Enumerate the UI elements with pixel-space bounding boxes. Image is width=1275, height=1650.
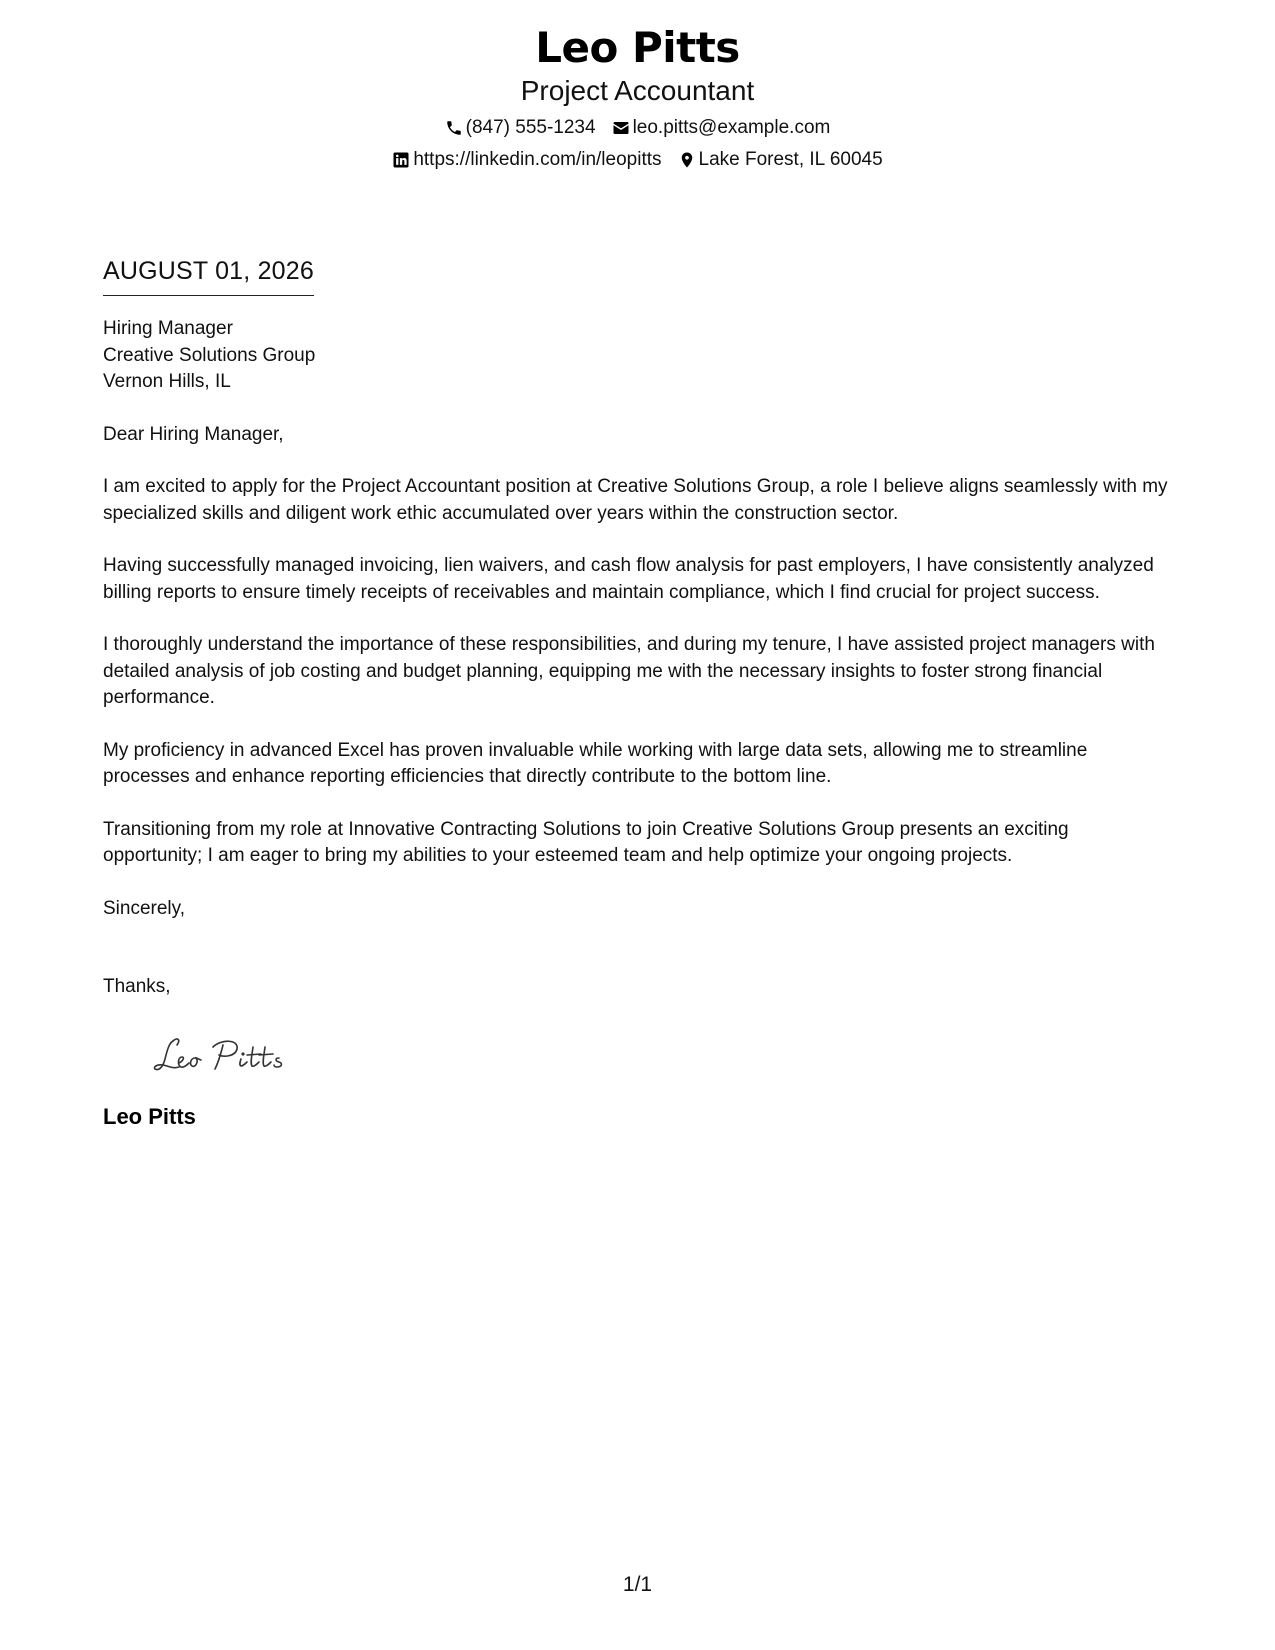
- letter-body: [103, 256, 1173, 1131]
- body-paragraph: I am excited to apply for the Project Accountant position at Creative Solutions Group, a role I believe aligns seamlessly with my specialized skills and diligent work ethic accumulated over years within the construction sector.: [103, 476, 1168, 524]
- signer-name: Leo Pitts: [103, 1103, 196, 1129]
- recipient-line: Hiring Manager: [103, 318, 233, 339]
- recipient-line: Creative Solutions Group: [103, 344, 316, 366]
- email-text: leo.pitts@example.com: [632, 117, 831, 138]
- thanks: Thanks,: [103, 976, 171, 997]
- body-paragraph: I thoroughly understand the importance of these responsibilities, and during my tenure, I have assisted project managers with detailed analysis of job costing and budget planning, equipping me with the necessary insights to foster strong financial performance.: [103, 634, 1155, 708]
- recipient-block: [103, 316, 1173, 396]
- phone-icon: [445, 119, 463, 137]
- contact-row-secondary: [0, 148, 1275, 172]
- location-text: Lake Forest, IL 60045: [698, 149, 883, 170]
- job-title: Project Accountant: [520, 75, 755, 106]
- map-pin-icon: [678, 151, 696, 169]
- closing: Sincerely,: [103, 897, 186, 919]
- location-contact: [678, 148, 883, 172]
- body-paragraph: Transitioning from my role at Innovative Contracting Solutions to join Creative Solutions Group presents an exciting opportunity; I am eager to bring my abilities to your esteemed team and help optimize your ongoing projects.: [103, 818, 1069, 866]
- phone-text: (847) 555-1234: [465, 117, 596, 138]
- letter-date: AUGUST 01, 2026: [103, 256, 314, 296]
- email-contact[interactable]: [612, 116, 831, 140]
- salutation: Dear Hiring Manager,: [103, 423, 284, 445]
- linkedin-text: https://linkedin.com/in/leopitts: [413, 149, 662, 170]
- body-paragraph: Having successfully managed invoicing, lien waivers, and cash flow analysis for past employers, I have consistently analyzed billing reports to ensure timely receipts of receivables and maintain compliance, which I find crucial for project success.: [103, 555, 1154, 603]
- handwritten-signature: [151, 1031, 321, 1081]
- applicant-name: Leo Pitts: [535, 23, 740, 72]
- phone-contact[interactable]: [445, 116, 596, 140]
- body-paragraph: My proficiency in advanced Excel has proven invaluable while working with large data sets, allowing me to streamline processes and enhance reporting efficiencies that directly contribute to the bottom line.: [103, 739, 1088, 787]
- page-number: 1/1: [622, 1573, 653, 1596]
- envelope-icon: [612, 119, 630, 137]
- contact-row-primary: [0, 116, 1275, 140]
- linkedin-icon: [392, 151, 410, 169]
- recipient-line: Vernon Hills, IL: [103, 371, 231, 392]
- linkedin-contact[interactable]: [392, 148, 661, 172]
- letter-header: [0, 22, 1275, 172]
